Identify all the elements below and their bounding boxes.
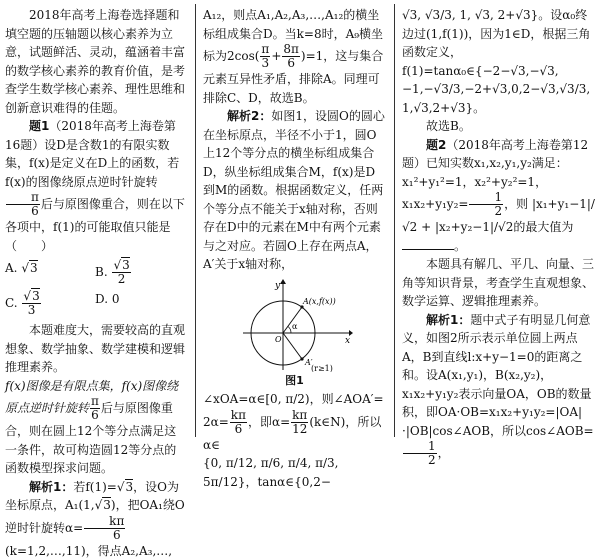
y-axis-arrow xyxy=(280,279,286,284)
option-b-label: B. xyxy=(95,265,108,279)
analysis-2a: f(x)图像是有限点集，f(x)图像绕原点逆时针旋转 xyxy=(5,379,178,416)
problem-1-label: 题1 xyxy=(29,119,49,133)
plus-sign: + xyxy=(271,49,281,63)
angle-line-b: ，则∠AOA′= xyxy=(310,392,384,406)
point-a-prime xyxy=(300,357,303,360)
option-b-fraction xyxy=(112,259,130,286)
fraction-pi-3 xyxy=(260,43,270,70)
analysis-2b: 后与原图像重合，则在圆上12个等分点满足这一条件，故可构造圆12等分点的函数模型探求问题。 xyxy=(5,401,176,475)
problem-1-text-a: 设D是含数1的有限实数集，f(x)是定义在D上的函数，若f(x)的图像绕原点逆时针旋转 xyxy=(5,138,179,189)
sqrt-sign xyxy=(113,258,121,272)
sqrt-sign xyxy=(117,480,125,494)
analysis-paragraph-1: 本题难度大，需要较高的直观想象、数学抽象、数学建模和逻辑推理素养。 xyxy=(5,321,185,377)
frac-den: 12 xyxy=(291,423,308,436)
alpha-line-c: (k∈N)，所以α∈ xyxy=(203,415,381,452)
option-a-label: A. xyxy=(5,261,17,275)
label-a-prime: A′ xyxy=(304,358,313,367)
angle-line-a: ∠xOA=α∈ xyxy=(203,392,265,406)
fraction-pi-6-b xyxy=(90,395,100,422)
column-1 xyxy=(5,6,185,560)
frac-den: 6 xyxy=(84,529,125,542)
problem-2-text-a: 已知实数x₁,x₂,y₁,y₂满足：x₁²+y₁²=1，x₂²+y₂²=1，x₁x₂+y₁y₂= xyxy=(402,156,568,211)
problem-2-label: 题2 xyxy=(426,138,446,152)
fraction-1-2 xyxy=(469,191,503,218)
frac-num: π xyxy=(260,43,270,57)
options-row-1 xyxy=(5,259,185,286)
intro-paragraph: 2018年高考上海卷选择题和填空题的压轴题以核心素养为立意，试题鲜活、灵动，蕴涵着丰富的数学核心素养的教育价值，是考查学生数学核心素养、理性思维和创新意识难得的佳题。 xyxy=(5,6,185,117)
alpha-line xyxy=(203,409,386,455)
angle-arc xyxy=(288,326,291,333)
frac-den: 2 xyxy=(403,454,437,467)
plus-sign: + xyxy=(421,220,431,234)
radius-oa-prime xyxy=(283,333,302,359)
frac-num: 1 xyxy=(469,191,503,205)
solution-1-b: ，设O为坐标原点，A₁(1, xyxy=(5,480,179,513)
option-d: D. 0 xyxy=(95,290,185,317)
sqrt-value-2: 3 xyxy=(102,497,111,512)
problem-2-expr-2: |x₂+y₂−1|/√2 xyxy=(435,220,513,234)
solution-2-1 xyxy=(402,311,595,468)
column-2 xyxy=(203,6,386,491)
option-c-fraction xyxy=(22,290,40,317)
label-y: y xyxy=(274,281,281,291)
solution-2-label: 解析2： xyxy=(227,109,271,123)
column-divider-2 xyxy=(394,4,395,437)
fraction-8pi-6 xyxy=(282,43,300,70)
frac-den: 6 xyxy=(230,423,247,436)
label-a: A(x,f(x)) xyxy=(302,297,336,306)
angle-line xyxy=(203,390,386,409)
solution-label: 解析1： xyxy=(426,313,470,327)
frac-den: 3 xyxy=(260,57,270,70)
angle-interval: [0, π/2) xyxy=(265,392,309,406)
column-divider-1 xyxy=(195,4,196,437)
tan-set-cont-4: 1,√3,2+√3}。 xyxy=(402,99,595,118)
cont-line-1: A₁₂，则点A₁,A₂,A₃,…,A₁₂的横坐标组成集合D。当k=8时，A₉横坐标为2cos( xyxy=(203,8,383,63)
tan-set-cont-1: √3, √3/3, 1, √3, 2+√3}。设α₀终 xyxy=(402,6,595,25)
option-b-num: 3 xyxy=(121,257,130,272)
problem-1-source: （2018年高考上海卷第16题） xyxy=(5,119,176,152)
tan-set-start: ，tanα∈{0,2− xyxy=(245,475,330,489)
frac-num: π xyxy=(90,395,100,409)
sqrt-value: 3 xyxy=(125,479,134,494)
problem-2 xyxy=(402,136,595,256)
option-c xyxy=(5,290,95,317)
label-o: O xyxy=(275,335,282,344)
fraction-kpi-6-b xyxy=(230,409,247,436)
solution-1-cont xyxy=(203,6,386,107)
option-b xyxy=(95,259,185,286)
column-3 xyxy=(402,6,595,467)
fraction-kpi-12 xyxy=(291,409,308,436)
solution-1-label: 解析1： xyxy=(29,480,73,494)
option-c-den: 3 xyxy=(22,304,40,317)
solution-1-c: )，把OA₁绕O逆时针旋转α= xyxy=(5,498,185,535)
solution-text: 题中式子有明显几何意义，如图2所示表示单位圆上两点A，B到直线l:x+y−1=0的距离之和。设A(x₁,y₁)，B(x₂,y₂)，x₁x₂+y₁y₂表示向量OA，OB的数量积，即OA·OB=x₁x₂+y₁y₂=|OA|·|OB|cos∠AOB，所以cos∠AOB= xyxy=(402,313,594,438)
solution-1-a: 若f(1)= xyxy=(73,480,117,494)
frac-num: π xyxy=(6,191,40,205)
frac-den: 6 xyxy=(282,57,300,70)
label-alpha: α xyxy=(292,322,298,331)
fraction-pi-6 xyxy=(6,191,40,218)
cont-line-2: )=1，这与集合元素互异性矛盾，排除A。同理可排除C、D，故选B。 xyxy=(203,49,383,105)
solution-1-d: (k=1,2,…,11)，得点A₂,A₃,…, xyxy=(5,544,172,558)
option-a-value: 3 xyxy=(29,260,38,275)
options-row-2 xyxy=(5,290,185,317)
figure-1-caption: 图1 xyxy=(203,372,386,391)
figure-1-circle-diagram xyxy=(241,278,353,372)
label-x: x xyxy=(345,336,350,346)
alpha-set-line xyxy=(203,454,386,491)
frac-den: 6 xyxy=(6,205,40,218)
solution-2 xyxy=(203,107,386,274)
problem-2-expr-1: |x₁+y₁−1|/√2 xyxy=(402,197,595,234)
analysis-paragraph-3: 本题具有解几、平几、向量、三角等知识背景，考查学生直观想象、数学运算、逻辑推理素养。 xyxy=(402,255,595,311)
problem-2-source: （2018年高考上海卷第12题） xyxy=(402,138,588,171)
problem-1 xyxy=(5,117,185,255)
option-c-num: 3 xyxy=(31,288,40,303)
tan-set-cont-2: 边过(1,f(1))，因为1∈D，根据三角函数定义，f(1)=tanα₀∈{−2−√3,−√3, xyxy=(402,25,595,81)
option-a xyxy=(5,259,95,286)
sqrt-sign xyxy=(21,261,29,275)
frac-num: kπ xyxy=(291,409,308,423)
fraction-1-2-b xyxy=(403,440,437,467)
answer-blank xyxy=(402,237,454,250)
tan-set-cont-3: −1,−√3/3,−2+√3,0,2−√3,√3/3, xyxy=(402,80,595,99)
frac-num: 8π xyxy=(282,43,300,57)
problem-2-end: 。 xyxy=(454,239,466,253)
label-radius: (r≥1) xyxy=(311,364,333,372)
alpha-set: {0, π/12, π/6, π/4, π/3, 5π/12} xyxy=(203,456,339,489)
answer-b: 故选B。 xyxy=(402,117,595,136)
alpha-line-a: 2α= xyxy=(203,415,229,429)
frac-num: kπ xyxy=(230,409,247,423)
frac-den: 6 xyxy=(90,409,100,422)
sqrt-sign xyxy=(23,289,31,303)
solution-2-text: 如图1，设圆O的圆心在坐标原点，半径不小于1，圆O上12个等分点的横坐标组成集合D，纵坐标组成集合M，f(x)是D到M的函数。根据函数定义，任两个等分点不能关于x轴对称，否则存在D中的元素在M中有两个元素与之对应。若圆O上存在两点A，A′关于x轴对称， xyxy=(203,109,385,271)
option-c-label: C. xyxy=(5,296,18,310)
option-b-den: 2 xyxy=(112,273,130,286)
problem-1-text-b: 后与原图像重合，则在以下各项中，f(1)的可能取值只能是（ ） xyxy=(5,197,185,253)
alpha-line-b: ，即α= xyxy=(248,415,290,429)
frac-num: 1 xyxy=(403,440,437,454)
analysis-paragraph-2 xyxy=(5,377,185,478)
problem-2-text-c: 的最大值为 xyxy=(513,220,573,234)
frac-num: kπ xyxy=(84,515,125,529)
problem-2-text-b: ，则 xyxy=(504,197,528,211)
frac-den: 2 xyxy=(469,205,503,218)
fraction-kpi-6 xyxy=(84,515,125,542)
solution-end: ， xyxy=(438,446,450,460)
solution-1 xyxy=(5,478,185,560)
